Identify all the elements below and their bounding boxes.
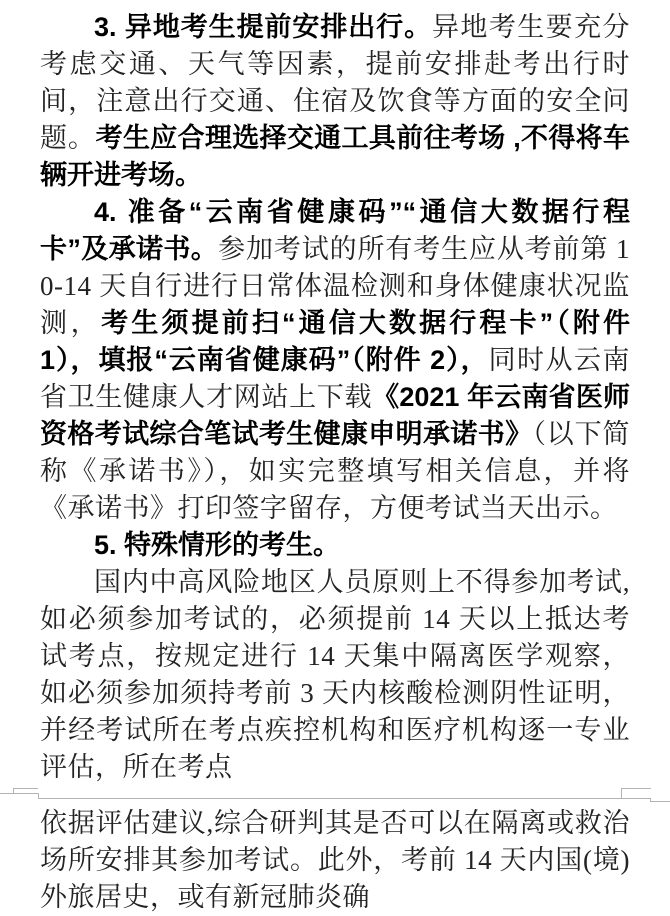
- regular-text-run: 异地考生要充分考虑交通、天气等因素，提前安排赴考出行时间，注意出行交通、住宿及饮食等方面的安全问题。: [40, 12, 630, 153]
- regular-text-run: 参加考试的所有考生应从考前第 10-14 天自行进行日常体温检测和身体健康状况监测，: [40, 234, 630, 338]
- bold-text-run: 考生应合理选择交通工具前往考场 ,不得将车辆开进考场。: [40, 123, 630, 190]
- page-break-right-bottom-line: [650, 801, 670, 802]
- paragraph-item-5-body: [40, 564, 630, 786]
- page-break-left-main-line: [0, 793, 38, 794]
- page-break-main-line: [38, 798, 650, 799]
- page-break-right-top-line: [621, 788, 651, 789]
- regular-text-run: 国内中高风险地区人员原则上不得参加考试,如必须参加考试的，必须提前 14 天以上抵达考试考点，按规定进行 14 天集中隔离医学观察，如必须参加须持考前 3 天内核酸检测阴性证明，并经考试所在考点疾控机构和医疗机构逐一专业评估，所在考点: [40, 567, 630, 782]
- paragraph-item-5-continuation: [40, 805, 630, 916]
- bold-text-run: 《2021 年云南省医师资格考试综合笔试考生健康申明承诺书》: [40, 382, 630, 449]
- bold-text-run: 考生须提前扫“通信大数据行程卡”（附件 1），填报“云南省健康码”（附件 2），: [40, 308, 630, 375]
- page-boundary-marker: [0, 788, 670, 803]
- regular-text-run: （以下简称《承诺书》），如实完整填写相关信息，并将《承诺书》打印签字留存，方便考试当天出示。: [40, 419, 631, 523]
- paragraph-item-5-heading: [40, 527, 630, 564]
- page-break-right-vertical-1: [621, 788, 622, 799]
- regular-text-run: 依据评估建议,综合研判其是否可以在隔离或救治场所安排其参加考试。此外，考前 14 天内国(境)外旅居史，或有新冠肺炎确: [40, 808, 630, 912]
- page-break-left-top-line: [13, 788, 38, 789]
- paragraph-item-3-travel: [40, 9, 630, 194]
- paragraph-item-4-health-code: [40, 194, 630, 527]
- bold-text-run: 5. 特殊情形的考生。: [94, 530, 341, 560]
- regular-text-run: 同时从云南省卫生健康人才网站上下载: [40, 345, 630, 412]
- bold-text-run: 3. 异地考生提前安排出行。: [94, 12, 432, 42]
- bold-text-run: 4. 准备“云南省健康码”“通信大数据行程卡”及承诺书。: [40, 197, 630, 264]
